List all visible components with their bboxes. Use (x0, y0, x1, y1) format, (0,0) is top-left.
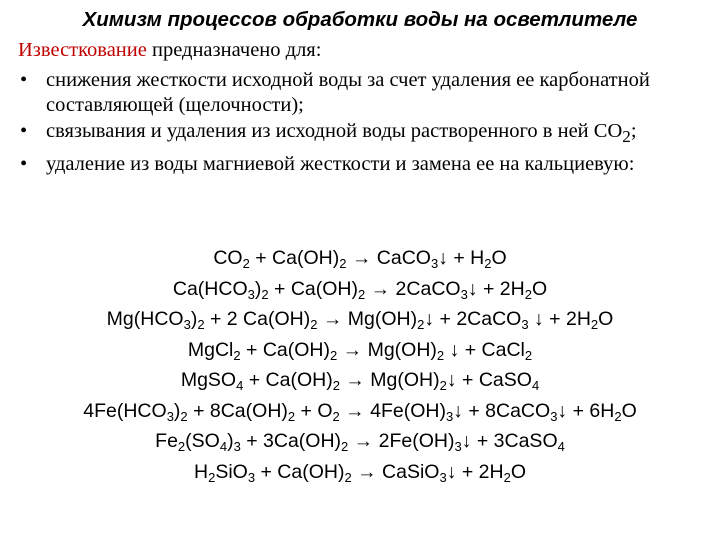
subscript: 4 (219, 439, 228, 454)
text-run: Ca(HCO (172, 277, 248, 300)
text-run: + 2 Ca(OH) (204, 308, 311, 330)
subscript: 2 (180, 408, 188, 424)
purpose-text (46, 153, 634, 175)
text-run: ↓ + 2H (528, 308, 591, 330)
subscript: 3 (550, 408, 558, 424)
text-run: SiO (215, 460, 248, 483)
text-run: → 2Fe(OH) (348, 430, 455, 452)
text-run: ) (173, 399, 181, 422)
text-run: ↓ + 3CaSO (461, 430, 558, 452)
subscript: 3 (166, 408, 174, 424)
text-run: снижения жесткости исходной воды за счет удаления ее карбонатной составляющей (щелочности); (46, 69, 650, 116)
text-run: O (598, 308, 614, 330)
text-run: O (531, 277, 548, 300)
text-run: ) (227, 430, 234, 452)
text-run: Fe (155, 430, 178, 452)
text-run: O (621, 399, 637, 422)
subscript: 2 (524, 347, 533, 363)
text-run: → Mg(OH) (339, 369, 440, 391)
text-run: ↓ + CaCl (444, 338, 525, 361)
purpose-text (46, 120, 637, 147)
subscript: 3 (439, 469, 447, 485)
subscript: 3 (445, 408, 454, 424)
text-run: ; (630, 120, 637, 142)
bullet-icon: • (20, 69, 28, 91)
subscript: 2 (417, 317, 425, 332)
subscript: 2 (261, 286, 269, 302)
reaction-equations (0, 243, 720, 487)
text-run: → CaSiO (351, 460, 440, 483)
subscript: 2 (339, 256, 347, 271)
text-run: + Ca(OH) (243, 369, 333, 391)
equation (0, 365, 720, 396)
text-run: ) (190, 308, 198, 330)
subscript: 2 (242, 256, 250, 271)
text-run: → 4Fe(OH) (339, 399, 446, 422)
text-run: CO (213, 247, 243, 269)
subscript: 2 (332, 408, 340, 424)
text-run: + O (295, 399, 333, 422)
text-run: → Mg(OH) (317, 308, 418, 330)
purpose-item (18, 119, 708, 150)
equation (0, 243, 720, 274)
equation (0, 396, 720, 427)
subscript: 3 (521, 317, 529, 332)
subscript: 2 (310, 317, 318, 332)
text-run: ↓ + 8CaCO (453, 399, 551, 422)
purpose-text (46, 69, 650, 116)
purpose-list (18, 68, 708, 178)
bullet-icon: • (20, 120, 28, 142)
subscript: 3 (183, 317, 191, 332)
text-run: MgSO (180, 369, 237, 391)
text-run: O (510, 460, 527, 483)
purpose-item (18, 68, 708, 117)
text-run: + 3Ca(OH) (240, 430, 342, 452)
text-run: + Ca(OH) (255, 460, 345, 483)
subscript: 2 (614, 408, 622, 424)
text-run: ↓ + CaSO (446, 369, 532, 391)
text-run: связывания и удаления из исходной воды растворенного в ней CO (46, 120, 623, 142)
subscript: 2 (484, 256, 492, 271)
subscript: 2 (233, 347, 241, 363)
intro-text: предназначено для: (146, 39, 322, 61)
page-title: Химизм процессов обработки воды на осветлителе (82, 8, 638, 31)
text-run: Mg(HCO (106, 308, 184, 330)
text-run: + 8Ca(OH) (187, 399, 288, 422)
text-run: ) (254, 277, 262, 300)
subscript: 2 (287, 408, 296, 424)
subscript: 2 (439, 378, 447, 393)
subscript: 2 (197, 317, 205, 332)
text-run: → Mg(OH) (337, 338, 437, 361)
bullet-icon: • (20, 152, 28, 175)
subscript: 2 (344, 469, 352, 485)
subscript: 3 (430, 256, 439, 271)
equation (0, 457, 720, 488)
purpose-item (18, 152, 708, 177)
text-run: H (193, 460, 209, 483)
text-run: → CaCO (346, 247, 431, 269)
subscript: 4 (531, 378, 540, 393)
equation (0, 304, 720, 335)
text-run: → 2CaCO (365, 277, 461, 300)
subscript: 2 (177, 439, 186, 454)
subscript: 2 (357, 286, 366, 302)
text-run: + Ca(OH) (268, 277, 358, 300)
text-run: ↓ + H (438, 247, 485, 269)
text-run: ↓ + 2H (467, 277, 525, 300)
subscript: 2 (503, 469, 511, 485)
subscript: 3 (460, 286, 468, 302)
subscript: 3 (247, 286, 255, 302)
text-run: ↓ + 2CaCO (424, 308, 522, 330)
subscript: 2 (590, 317, 599, 332)
equation (0, 335, 720, 366)
subscript: 3 (454, 439, 462, 454)
subscript: 3 (233, 439, 241, 454)
text-run: удаление из воды магниевой жесткости и замена ее на кальциевую: (46, 152, 635, 175)
subscript: 4 (557, 439, 565, 454)
text-run: ↓ + 2H (446, 460, 504, 483)
subscript: 4 (236, 378, 244, 393)
subscript: 2 (330, 347, 338, 363)
subscript: 3 (247, 469, 256, 485)
subscript: 2 (524, 286, 532, 302)
intro-term: Известкование (18, 39, 147, 61)
subscript: 2 (436, 347, 445, 363)
subscript: 2 (208, 469, 216, 485)
subscript: 2 (332, 378, 340, 393)
intro-line (18, 38, 321, 62)
text-run: + Ca(OH) (249, 247, 340, 269)
subscript: 2 (341, 439, 349, 454)
text-run: + Ca(OH) (240, 338, 331, 361)
text-run: 4Fe(HCO (83, 399, 167, 422)
text-run: O (491, 247, 507, 269)
text-run: (SO (185, 430, 220, 452)
text-run: MgCl (187, 338, 234, 361)
equation (0, 426, 720, 457)
equation (0, 274, 720, 305)
subscript: 2 (622, 127, 631, 147)
text-run: ↓ + 6H (557, 399, 615, 422)
